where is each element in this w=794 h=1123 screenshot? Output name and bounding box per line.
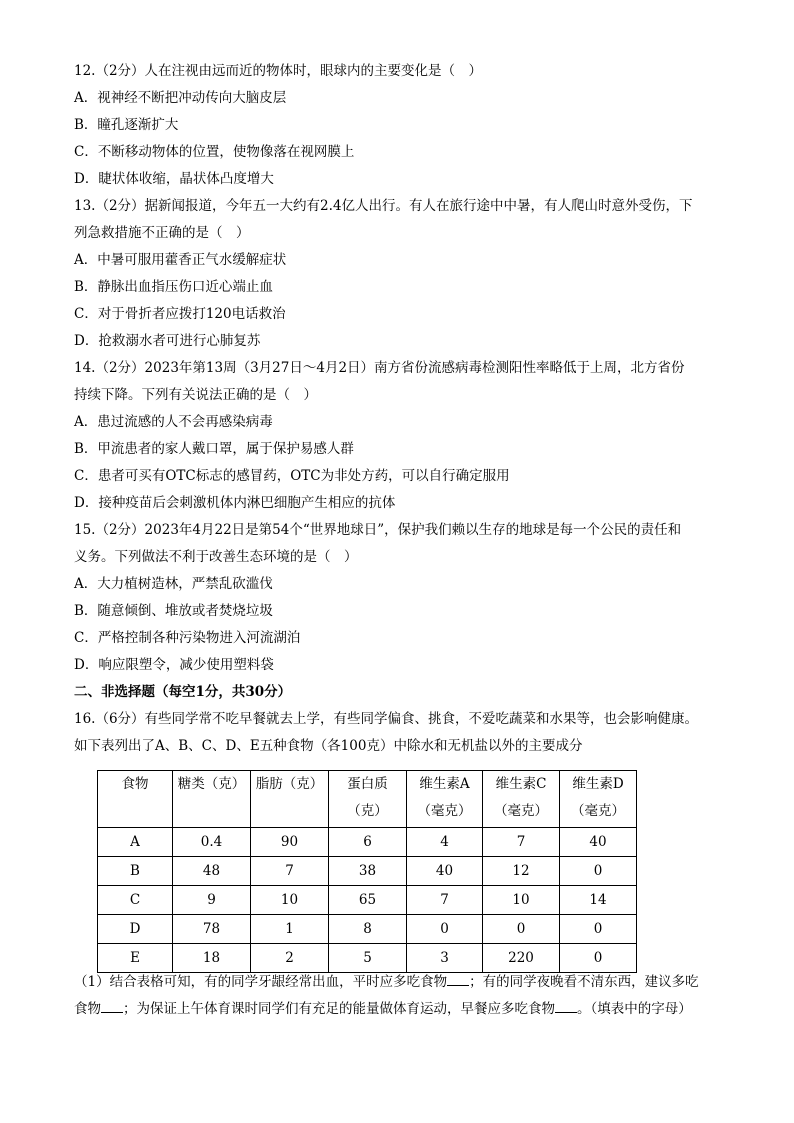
- question-14-stem-line1: 14.（2分）2023年第13周（3月27日～4月2日）南方省份流感病毒检测阳性率略低于上周，北方省份: [74, 360, 685, 376]
- section-title: 二、非选择题（每空1分，共30分）: [74, 684, 292, 700]
- table-cell: 7: [483, 828, 560, 857]
- answer-blank-3[interactable]: [555, 998, 577, 1013]
- header-vitamin-d: 维生素D （毫克）: [560, 771, 637, 828]
- table-cell: 38: [329, 857, 407, 886]
- table-cell: 0: [407, 915, 483, 944]
- table-row: [98, 857, 637, 886]
- question-13-stem-line2: 列急救措施不正确的是（ ）: [74, 225, 250, 241]
- question-15-stem-line1: 15.（2分）2023年4月22日是第54个“世界地球日”，保护我们赖以生存的地球是每一个公民的责任和: [74, 522, 682, 538]
- table-row: [98, 915, 637, 944]
- question-14-stem-line2: 持续下降。下列有关说法正确的是（ ）: [74, 387, 317, 403]
- table-cell: 18: [173, 944, 251, 973]
- question-14-option-b: B．甲流患者的家人戴口罩，属于保护易感人群: [74, 441, 354, 457]
- table-cell: 0: [560, 857, 637, 886]
- table-cell: 90: [251, 828, 329, 857]
- question-15-stem-line2: 义务。下列做法不利于改善生态环境的是（ ）: [74, 549, 358, 565]
- table-cell: 14: [560, 886, 637, 915]
- question-13-stem-line1: 13.（2分）据新闻报道，今年五一大约有2.4亿人出行。有人在旅行途中中暑，有人爬山时意外受伤，下: [74, 198, 693, 214]
- question-15-option-c: C．严格控制各种污染物进入河流湖泊: [74, 630, 301, 646]
- table-cell: 5: [329, 944, 407, 973]
- header-vitamin-a: 维生素A （毫克）: [407, 771, 483, 828]
- table-cell: 4: [407, 828, 483, 857]
- table-cell: B: [98, 857, 173, 886]
- table-cell: 0: [560, 915, 637, 944]
- table-cell: E: [98, 944, 173, 973]
- header-fat: 脂肪（克）: [251, 771, 329, 828]
- question-16-stem-line2: 如下表列出了A、B、C、D、E五种食物（各100克）中除水和无机盐以外的主要成分: [74, 738, 583, 754]
- question-16-stem-line1: 16.（6分）有些同学常不吃早餐就去上学，有些同学偏食、挑食，不爱吃蔬菜和水果等，也会影响健康。: [74, 711, 699, 727]
- question-15-option-b: B．随意倾倒、堆放或者焚烧垃圾: [74, 603, 273, 619]
- question-12-option-b: B．瞳孔逐渐扩大: [74, 117, 179, 133]
- answer-blank-1[interactable]: [447, 971, 469, 986]
- table-row: [98, 828, 637, 857]
- table-cell: 12: [483, 857, 560, 886]
- table-cell: 6: [329, 828, 407, 857]
- question-16-sub1: [74, 969, 734, 1023]
- header-sugar: 糖类（克）: [173, 771, 251, 828]
- table-row: [98, 886, 637, 915]
- table-cell: 220: [483, 944, 560, 973]
- question-13-option-b: B．静脉出血指压伤口近心端止血: [74, 279, 273, 295]
- question-12-option-c: C．不断移动物体的位置，使物像落在视网膜上: [74, 144, 355, 160]
- question-13-option-c: C．对于骨折者应拨打120电话救治: [74, 306, 286, 322]
- question-list: [74, 58, 734, 760]
- header-food: 食物: [98, 771, 173, 828]
- table-cell: 3: [407, 944, 483, 973]
- table-cell: 10: [251, 886, 329, 915]
- table-cell: 48: [173, 857, 251, 886]
- question-14-option-a: A．患过流感的人不会再感染病毒: [74, 414, 273, 430]
- table-header-row: [98, 771, 637, 828]
- table-cell: 0: [560, 944, 637, 973]
- table-cell: C: [98, 886, 173, 915]
- table-cell: 40: [560, 828, 637, 857]
- question-12-option-d: D．睫状体收缩，晶状体凸度增大: [74, 171, 274, 187]
- header-vitamin-c: 维生素C （毫克）: [483, 771, 560, 828]
- question-13-option-d: D．抢救溺水者可进行心肺复苏: [74, 333, 261, 349]
- question-14-option-c: C．患者可买有OTC标志的感冒药，OTC为非处方药，可以自行确定服用: [74, 468, 510, 484]
- table-cell: 78: [173, 915, 251, 944]
- table-cell: 10: [483, 886, 560, 915]
- question-16-sub1-line2: 食物 ；为保证上午体育课时同学们有充足的能量做体育运动，早餐应多吃食物 。（填表中的字母）: [74, 996, 734, 1023]
- question-15-option-a: A．大力植树造林，严禁乱砍滥伐: [74, 576, 273, 592]
- table-cell: 2: [251, 944, 329, 973]
- question-12-option-a: A．视神经不断把冲动传向大脑皮层: [74, 90, 287, 106]
- question-13-option-a: A．中暑可服用藿香正气水缓解症状: [74, 252, 287, 268]
- table-cell: D: [98, 915, 173, 944]
- header-protein: 蛋白质 （克）: [329, 771, 407, 828]
- question-14-option-d: D．接种疫苗后会刺激机体内淋巴细胞产生相应的抗体: [74, 495, 396, 511]
- table-cell: 1: [251, 915, 329, 944]
- table-cell: 0.4: [173, 828, 251, 857]
- table-cell: 40: [407, 857, 483, 886]
- table-cell: 65: [329, 886, 407, 915]
- table-cell: A: [98, 828, 173, 857]
- table-cell: 8: [329, 915, 407, 944]
- table-cell: 7: [251, 857, 329, 886]
- table-cell: 9: [173, 886, 251, 915]
- table-cell: 7: [407, 886, 483, 915]
- question-12-stem: 12.（2分）人在注视由远而近的物体时，眼球内的主要变化是（ ）: [74, 63, 483, 79]
- table-cell: 0: [483, 915, 560, 944]
- question-15-option-d: D．响应限塑令，减少使用塑料袋: [74, 657, 274, 673]
- food-nutrient-table: [97, 770, 637, 973]
- answer-blank-2[interactable]: [101, 998, 123, 1013]
- question-16-sub1-line1: （1）结合表格可知，有的同学牙龈经常出血，平时应多吃食物 ；有的同学夜晚看不清东西，建议多吃: [74, 969, 734, 996]
